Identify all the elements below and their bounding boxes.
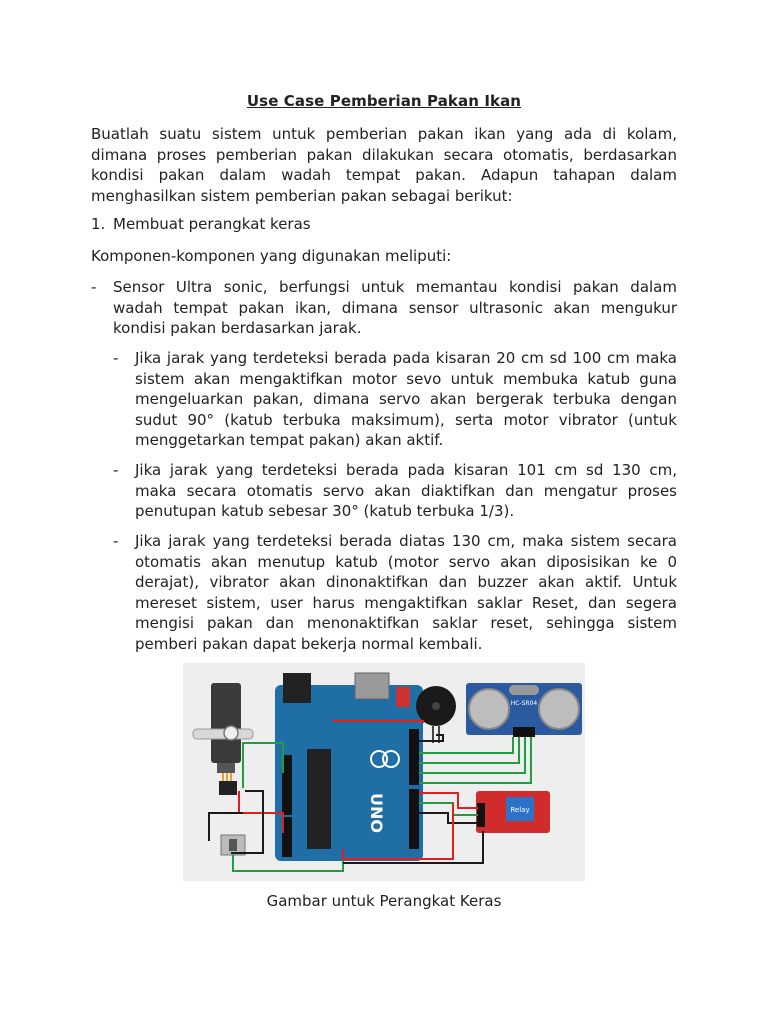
- sub-list-item: Jika jarak yang terdeteksi berada pada kisaran 20 cm sd 100 cm maka sistem akan mengaktifkan motor sevo untuk membuka katub guna mengeluarkan pakan, dimana servo akan bergerak terbuka dengan sudut 90° (katub terbuka maksimum), serta motor vibrator (untuk menggetarkan tempat pakan) akan aktif.: [135, 349, 677, 449]
- figure-caption: Gambar untuk Perangkat Keras: [266, 892, 502, 910]
- power-jack: [283, 673, 311, 703]
- ultrasonic-sensor-icon: [466, 683, 582, 737]
- microcontroller-chip: [307, 749, 331, 849]
- bullet-marker: -: [113, 461, 119, 479]
- document-title: Use Case Pemberian Pakan Ikan: [246, 92, 522, 110]
- sensor-list-item: Sensor Ultra sonic, berfungsi untuk memantau kondisi pakan dalam wadah tempat pakan ikan, dimana sensor ultrasonic akan mengukur kondisi pakan berdasarkan jarak.: [113, 278, 677, 337]
- bullet-marker: -: [91, 278, 97, 296]
- arduino-board-icon: [275, 673, 423, 861]
- list-item-text: Membuat perangkat keras: [113, 215, 311, 233]
- bullet-marker: -: [113, 532, 119, 550]
- sensor-label: HC-SR04: [510, 700, 538, 707]
- relay-module-icon: [476, 791, 550, 833]
- numbered-item-1: [91, 214, 311, 235]
- board-body: [275, 685, 423, 861]
- list-number: 1.: [91, 215, 106, 233]
- reset-btn: [396, 687, 410, 707]
- usb-port: [355, 673, 389, 699]
- intro-paragraph: Buatlah suatu sistem untuk pemberian pakan ikan yang ada di kolam, dimana proses pemberian pakan dilakukan secara otomatis, berdasarkan kondisi pakan dalam wadah tempat pakan. Adapun tahapan dalam menghasilkan sistem pemberian pakan sebagai berikut:: [91, 125, 677, 205]
- sub-list-item: Jika jarak yang terdeteksi berada pada kisaran 101 cm sd 130 cm, maka secara otomatis servo akan diaktifkan dan mengatur proses penutupan katub sebesar 30° (katub terbuka 1/3).: [135, 461, 677, 520]
- hardware-circuit-figure: [183, 663, 585, 881]
- board-brand-label: UNO: [367, 793, 386, 833]
- relay-label: Relay: [510, 806, 530, 814]
- components-heading: Komponen-komponen yang digunakan meliputi:: [91, 247, 452, 265]
- sub-list-item: Jika jarak yang terdeteksi berada diatas 130 cm, maka sistem secara otomatis akan menutup katub (motor servo akan diposisikan ke 0 derajat), vibrator akan dinonaktifkan dan buzzer akan aktif. Untuk mereset sistem, user harus mengaktifkan saklar Reset, dan segera mengisi pakan dan menonaktifkan saklar reset, sehingga sistem pemberi pakan dapat bekerja normal kembali.: [135, 532, 677, 653]
- bullet-marker: -: [113, 349, 119, 367]
